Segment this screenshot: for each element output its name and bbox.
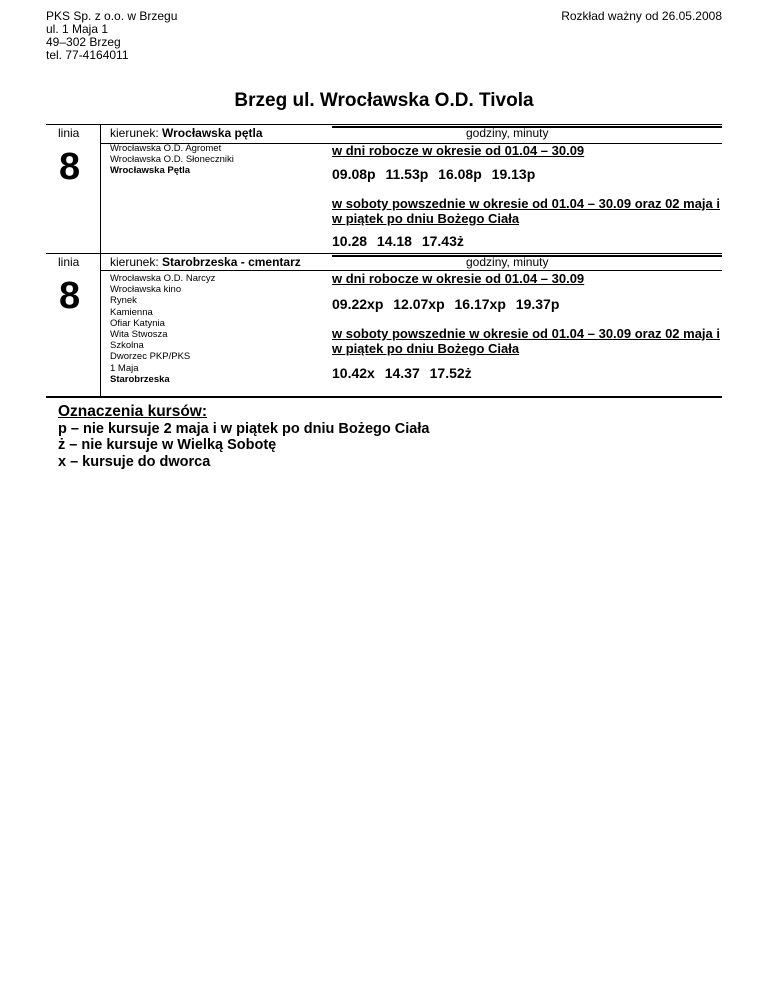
section-title-weekdays: w dni robocze w okresie od 01.04 – 30.09 bbox=[332, 143, 585, 158]
hours-label: godziny, minuty bbox=[466, 126, 549, 140]
line-number: 8 bbox=[59, 146, 81, 188]
list-item: Wrocławska O.D. Słoneczniki bbox=[110, 154, 234, 166]
stop-list bbox=[110, 143, 234, 177]
section-title-saturdays: w soboty powszednie w okresie od 01.04 – 30.09 oraz 02 maja i w piątek po dniu Bożego Ciała bbox=[332, 326, 720, 356]
list-item: Wita Stwosza bbox=[110, 329, 168, 341]
direction bbox=[110, 255, 301, 269]
timetable-block-1 bbox=[46, 124, 722, 253]
page-title: Brzeg ul. Wrocławska O.D. Tivola bbox=[234, 90, 534, 111]
linia-label: linia bbox=[58, 255, 80, 269]
list-item: Rynek bbox=[110, 295, 137, 307]
validity-date: Rozkład ważny od 26.05.2008 bbox=[561, 9, 722, 23]
direction-name: Starobrzeska - cmentarz bbox=[162, 255, 301, 269]
legend bbox=[58, 404, 429, 470]
list-item: Wrocławska O.D. Agromet bbox=[110, 143, 222, 154]
list-item: Szkolna bbox=[110, 340, 144, 352]
list-item: Dworzec PKP/PKS bbox=[110, 351, 191, 363]
company-street: ul. 1 Maja 1 bbox=[46, 22, 109, 36]
section-title-saturdays: w soboty powszednie w okresie od 01.04 – 30.09 oraz 02 maja i w piątek po dniu Bożego Ciała bbox=[332, 196, 720, 226]
legend-item-z: ż – nie kursuje w Wielką Sobotę bbox=[58, 437, 277, 453]
list-item: Kamienna bbox=[110, 306, 153, 318]
list-item: Wrocławska Pętla bbox=[110, 165, 191, 177]
line-number: 8 bbox=[59, 275, 81, 317]
stop-list bbox=[110, 273, 215, 385]
company-phone: tel. 77-4164011 bbox=[46, 48, 129, 62]
departure-times-saturdays: 10.42x 14.37 17.52ż bbox=[332, 365, 472, 381]
legend-item-p: p – nie kursuje 2 maja i w piątek po dniu Bożego Ciała bbox=[58, 420, 430, 437]
direction bbox=[110, 126, 263, 140]
direction-prefix: kierunek: bbox=[110, 126, 163, 140]
list-item: Wrocławska kino bbox=[110, 284, 182, 296]
list-item: Wrocławska O.D. Narcyz bbox=[110, 273, 216, 284]
legend-item-x: x – kursuje do dworca bbox=[58, 453, 211, 470]
timetable-block-2 bbox=[46, 253, 722, 398]
hours-label: godziny, minuty bbox=[466, 255, 549, 269]
departure-times-saturdays: 10.28 14.18 17.43ż bbox=[332, 233, 464, 249]
list-item: Starobrzeska bbox=[110, 373, 170, 385]
direction-name: Wrocławska pętla bbox=[162, 126, 263, 140]
direction-prefix: kierunek: bbox=[110, 255, 163, 269]
legend-title: Oznaczenia kursów: bbox=[58, 403, 208, 420]
departure-times-weekdays: 09.22xp 12.07xp 16.17xp 19.37p bbox=[332, 296, 560, 312]
list-item: Ofiar Katynia bbox=[110, 317, 165, 329]
company-city: 49–302 Brzeg bbox=[46, 35, 121, 49]
list-item: 1 Maja bbox=[110, 362, 139, 374]
company-name: PKS Sp. z o.o. w Brzegu bbox=[46, 9, 178, 23]
company-address bbox=[46, 10, 177, 62]
section-title-weekdays: w dni robocze w okresie od 01.04 – 30.09 bbox=[332, 271, 585, 286]
linia-label: linia bbox=[58, 126, 80, 140]
departure-times-weekdays: 09.08p 11.53p 16.08p 19.13p bbox=[332, 166, 536, 182]
